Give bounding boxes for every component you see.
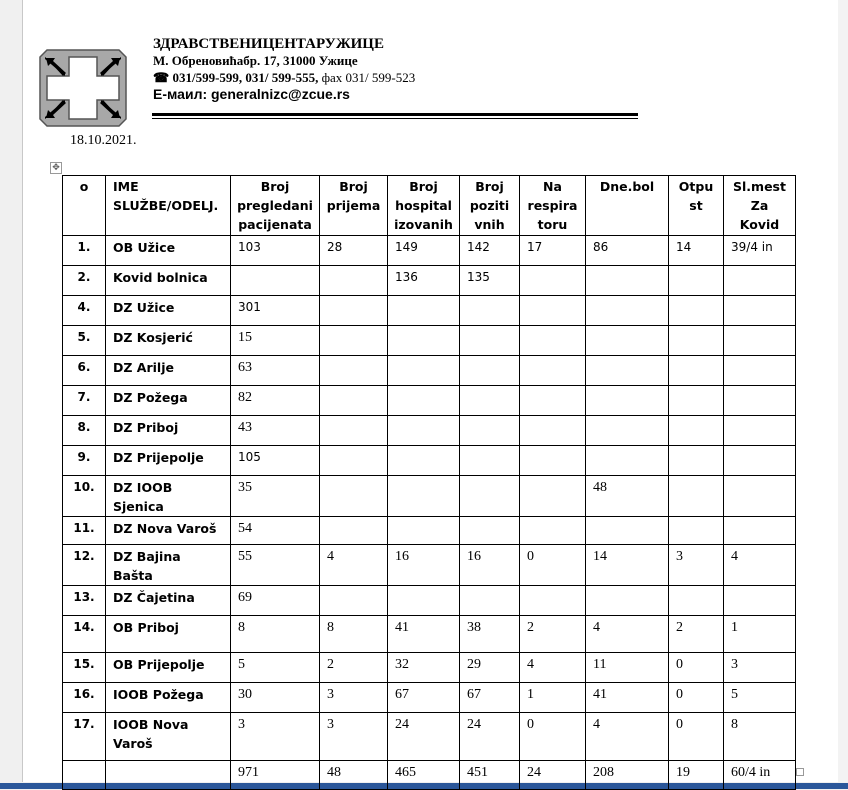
cell-respirator[interactable] — [520, 416, 586, 446]
cell-otpust[interactable]: 0 — [669, 653, 724, 683]
cell-respirator[interactable] — [520, 266, 586, 296]
cell-prijema[interactable]: 8 — [320, 616, 388, 653]
cell-otpust[interactable] — [669, 356, 724, 386]
col-header-prijema: Broj prijema — [320, 176, 388, 236]
cell-otpust[interactable]: 14 — [669, 236, 724, 266]
cell-respirator[interactable]: 17 — [520, 236, 586, 266]
row-number: 1. — [63, 236, 106, 266]
cell-hospitalizovanih[interactable] — [388, 476, 460, 517]
total-slmest[interactable]: 60/4 in — [724, 761, 796, 790]
col-header-name: IME SLUŽBE/ODELJ. — [106, 176, 231, 236]
row-number: 11. — [63, 517, 106, 545]
cell-prijema[interactable] — [320, 356, 388, 386]
cell-pozitivnih[interactable]: 24 — [460, 713, 520, 761]
cell-pozitivnih[interactable]: 142 — [460, 236, 520, 266]
header-divider-thick — [152, 113, 638, 116]
cell-hospitalizovanih[interactable]: 149 — [388, 236, 460, 266]
report-date: 18.10.2021. — [70, 133, 137, 148]
col-header-dnebol: Dne.bol — [586, 176, 669, 236]
total-dnebol[interactable]: 208 — [586, 761, 669, 790]
cell-pozitivnih[interactable] — [460, 517, 520, 545]
cell-dnebol[interactable]: 41 — [586, 683, 669, 713]
row-name: IOOB Požega — [106, 683, 231, 713]
row-number: 10. — [63, 476, 106, 517]
cell-otpust[interactable]: 3 — [669, 545, 724, 586]
row-name: DZ Priboj — [106, 416, 231, 446]
cell-pregledani[interactable]: 5 — [231, 653, 320, 683]
cell-slmest[interactable] — [724, 266, 796, 296]
total-pregledani[interactable]: 971 — [231, 761, 320, 790]
row-number: 17. — [63, 713, 106, 761]
row-name: OB Priboj — [106, 616, 231, 653]
row-name: OB Užice — [106, 236, 231, 266]
cell-dnebol[interactable]: 4 — [586, 616, 669, 653]
col-header-otpust: Otpu st — [669, 176, 724, 236]
totals-name — [106, 761, 231, 790]
cell-pozitivnih[interactable] — [460, 446, 520, 476]
cell-dnebol[interactable] — [586, 356, 669, 386]
table-header-row — [63, 176, 796, 236]
cell-pregledani[interactable]: 54 — [231, 517, 320, 545]
org-fax: фах 031/ 599-523 — [321, 70, 416, 85]
row-name: DZ Prijepolje — [106, 446, 231, 476]
cell-otpust[interactable]: 0 — [669, 713, 724, 761]
cell-pregledani[interactable]: 15 — [231, 326, 320, 356]
cell-slmest[interactable] — [724, 586, 796, 616]
cell-prijema[interactable] — [320, 326, 388, 356]
cell-slmest[interactable] — [724, 386, 796, 416]
cell-dnebol[interactable] — [586, 296, 669, 326]
cell-respirator[interactable] — [520, 296, 586, 326]
org-address: М. Обреновићабр. 17, 31000 Ужице — [153, 53, 358, 68]
row-number: 4. — [63, 296, 106, 326]
total-pozitivnih[interactable]: 451 — [460, 761, 520, 790]
cell-prijema[interactable]: 3 — [320, 683, 388, 713]
cell-otpust[interactable] — [669, 416, 724, 446]
row-number: 13. — [63, 586, 106, 616]
total-otpust[interactable]: 19 — [669, 761, 724, 790]
cell-prijema[interactable]: 2 — [320, 653, 388, 683]
cell-respirator[interactable] — [520, 446, 586, 476]
cell-dnebol[interactable]: 4 — [586, 713, 669, 761]
vertical-scrollbar[interactable] — [838, 0, 848, 782]
row-number: 8. — [63, 416, 106, 446]
cell-prijema[interactable] — [320, 386, 388, 416]
cell-pozitivnih[interactable] — [460, 356, 520, 386]
cell-prijema[interactable] — [320, 446, 388, 476]
cell-pozitivnih[interactable] — [460, 416, 520, 446]
row-name: DZ Požega — [106, 386, 231, 416]
cell-slmest[interactable] — [724, 416, 796, 446]
table-row — [63, 517, 796, 545]
cell-respirator[interactable] — [520, 517, 586, 545]
cell-pozitivnih[interactable]: 16 — [460, 545, 520, 586]
cell-respirator[interactable]: 0 — [520, 713, 586, 761]
cell-pregledani[interactable]: 105 — [231, 446, 320, 476]
cell-hospitalizovanih[interactable] — [388, 586, 460, 616]
totals-row — [63, 761, 796, 790]
cell-otpust[interactable] — [669, 326, 724, 356]
cell-otpust[interactable] — [669, 296, 724, 326]
cell-slmest[interactable]: 4 — [724, 545, 796, 586]
cell-otpust[interactable] — [669, 386, 724, 416]
cell-dnebol[interactable] — [586, 386, 669, 416]
cell-prijema[interactable] — [320, 296, 388, 326]
cell-hospitalizovanih[interactable]: 24 — [388, 713, 460, 761]
cell-pozitivnih[interactable] — [460, 326, 520, 356]
cell-otpust[interactable] — [669, 517, 724, 545]
cell-dnebol[interactable]: 11 — [586, 653, 669, 683]
table-row — [63, 296, 796, 326]
cell-slmest[interactable] — [724, 446, 796, 476]
hospital-report-table — [62, 175, 796, 790]
row-name: DZ IOOB Sjenica — [106, 476, 231, 517]
table-move-handle-icon[interactable]: ✥ — [50, 162, 62, 174]
totals-number — [63, 761, 106, 790]
cell-pregledani[interactable]: 43 — [231, 416, 320, 446]
telephone-icon: ☎ — [153, 70, 170, 85]
cell-pozitivnih[interactable]: 29 — [460, 653, 520, 683]
cell-prijema[interactable] — [320, 416, 388, 446]
cell-dnebol[interactable] — [586, 326, 669, 356]
row-name: DZ Nova Varoš — [106, 517, 231, 545]
row-number: 2. — [63, 266, 106, 296]
cell-slmest[interactable]: 39/4 in — [724, 236, 796, 266]
cell-dnebol[interactable]: 86 — [586, 236, 669, 266]
cell-prijema[interactable]: 4 — [320, 545, 388, 586]
col-header-hospitalizovanih: Broj hospital izovanih — [388, 176, 460, 236]
row-number: 5. — [63, 326, 106, 356]
table-row — [63, 545, 796, 586]
col-header-no: o — [63, 176, 106, 236]
cell-pregledani[interactable]: 35 — [231, 476, 320, 517]
cell-pregledani[interactable] — [231, 266, 320, 296]
cell-respirator[interactable]: 2 — [520, 616, 586, 653]
cell-dnebol[interactable]: 48 — [586, 476, 669, 517]
table-row — [63, 326, 796, 356]
cell-prijema[interactable]: 28 — [320, 236, 388, 266]
cell-pregledani[interactable]: 3 — [231, 713, 320, 761]
cell-pozitivnih[interactable]: 67 — [460, 683, 520, 713]
cell-pozitivnih[interactable]: 135 — [460, 266, 520, 296]
cell-otpust[interactable] — [669, 266, 724, 296]
cell-slmest[interactable] — [724, 296, 796, 326]
cell-slmest[interactable] — [724, 476, 796, 517]
letterhead — [153, 36, 415, 103]
table-row — [63, 713, 796, 761]
cell-pregledani[interactable]: 82 — [231, 386, 320, 416]
cell-otpust[interactable]: 2 — [669, 616, 724, 653]
cell-pregledani[interactable]: 301 — [231, 296, 320, 326]
cell-prijema[interactable]: 3 — [320, 713, 388, 761]
org-name: ЗДРАВСТВЕНИЦЕНТАРУЖИЦЕ — [153, 36, 384, 52]
cell-dnebol[interactable] — [586, 416, 669, 446]
table-row — [63, 386, 796, 416]
row-number: 16. — [63, 683, 106, 713]
cell-otpust[interactable] — [669, 586, 724, 616]
row-name: Kovid bolnica — [106, 266, 231, 296]
cell-slmest[interactable] — [724, 326, 796, 356]
cell-pozitivnih[interactable] — [460, 296, 520, 326]
col-header-pregledani: Broj pregledani pacijenata — [231, 176, 320, 236]
col-header-pozitivnih: Broj poziti vnih — [460, 176, 520, 236]
cell-respirator[interactable] — [520, 386, 586, 416]
cell-pozitivnih[interactable] — [460, 476, 520, 517]
total-respirator[interactable]: 24 — [520, 761, 586, 790]
cell-respirator[interactable] — [520, 586, 586, 616]
cell-dnebol[interactable] — [586, 517, 669, 545]
row-number: 12. — [63, 545, 106, 586]
cell-prijema[interactable] — [320, 586, 388, 616]
table-row — [63, 446, 796, 476]
table-row — [63, 416, 796, 446]
table-row — [63, 476, 796, 517]
col-header-slmest: Sl.mest Za Kovid — [724, 176, 796, 236]
cell-pregledani[interactable]: 55 — [231, 545, 320, 586]
row-name: IOOB Nova Varoš — [106, 713, 231, 761]
cell-prijema[interactable] — [320, 517, 388, 545]
col-header-respirator: Na respira toru — [520, 176, 586, 236]
cell-otpust[interactable] — [669, 446, 724, 476]
cell-hospitalizovanih[interactable] — [388, 296, 460, 326]
cell-slmest[interactable]: 5 — [724, 683, 796, 713]
table-row — [63, 586, 796, 616]
cell-hospitalizovanih[interactable]: 136 — [388, 266, 460, 296]
table-resize-handle[interactable] — [796, 768, 804, 776]
cell-pozitivnih[interactable]: 38 — [460, 616, 520, 653]
cell-respirator[interactable]: 0 — [520, 545, 586, 586]
cell-dnebol[interactable] — [586, 586, 669, 616]
cell-hospitalizovanih[interactable]: 41 — [388, 616, 460, 653]
row-name: DZ Arilje — [106, 356, 231, 386]
cell-otpust[interactable] — [669, 476, 724, 517]
cell-respirator[interactable] — [520, 356, 586, 386]
total-hospitalizovanih[interactable]: 465 — [388, 761, 460, 790]
cell-hospitalizovanih[interactable] — [388, 356, 460, 386]
cell-dnebol[interactable] — [586, 266, 669, 296]
cell-hospitalizovanih[interactable] — [388, 326, 460, 356]
cell-pregledani[interactable]: 63 — [231, 356, 320, 386]
cell-respirator[interactable]: 4 — [520, 653, 586, 683]
row-number: 9. — [63, 446, 106, 476]
row-name: DZ Užice — [106, 296, 231, 326]
cell-hospitalizovanih[interactable] — [388, 386, 460, 416]
cell-dnebol[interactable] — [586, 446, 669, 476]
table-row — [63, 653, 796, 683]
cell-pozitivnih[interactable] — [460, 586, 520, 616]
row-name: DZ Čajetina — [106, 586, 231, 616]
cell-hospitalizovanih[interactable]: 16 — [388, 545, 460, 586]
table-row — [63, 683, 796, 713]
cell-slmest[interactable]: 8 — [724, 713, 796, 761]
header-divider-thin — [152, 118, 638, 119]
cell-respirator[interactable] — [520, 476, 586, 517]
cell-pregledani[interactable]: 103 — [231, 236, 320, 266]
table-row — [63, 616, 796, 653]
health-center-logo-icon — [39, 49, 127, 127]
cell-hospitalizovanih[interactable] — [388, 416, 460, 446]
cell-slmest[interactable] — [724, 517, 796, 545]
cell-prijema[interactable] — [320, 266, 388, 296]
row-number: 7. — [63, 386, 106, 416]
cell-slmest[interactable] — [724, 356, 796, 386]
row-number: 6. — [63, 356, 106, 386]
org-email: Е-маил: generalnizc@zcue.rs — [153, 86, 350, 102]
cell-hospitalizovanih[interactable] — [388, 517, 460, 545]
cell-prijema[interactable] — [320, 476, 388, 517]
cell-hospitalizovanih[interactable]: 32 — [388, 653, 460, 683]
table-row — [63, 236, 796, 266]
table-row — [63, 266, 796, 296]
cell-pregledani[interactable]: 8 — [231, 616, 320, 653]
cell-slmest[interactable]: 3 — [724, 653, 796, 683]
row-name: DZ Bajina Bašta — [106, 545, 231, 586]
cell-pozitivnih[interactable] — [460, 386, 520, 416]
table-row — [63, 356, 796, 386]
row-number: 15. — [63, 653, 106, 683]
cell-dnebol[interactable]: 14 — [586, 545, 669, 586]
org-phones: ☎ 031/599-599, 031/ 599-555, фах 031/ 599-523 — [153, 70, 416, 85]
row-name: DZ Kosjerić — [106, 326, 231, 356]
cell-respirator[interactable] — [520, 326, 586, 356]
cell-hospitalizovanih[interactable]: 67 — [388, 683, 460, 713]
cell-otpust[interactable]: 0 — [669, 683, 724, 713]
total-prijema[interactable]: 48 — [320, 761, 388, 790]
cell-pregledani[interactable]: 69 — [231, 586, 320, 616]
row-number: 14. — [63, 616, 106, 653]
row-name: OB Prijepolje — [106, 653, 231, 683]
cell-pregledani[interactable]: 30 — [231, 683, 320, 713]
cell-hospitalizovanih[interactable] — [388, 446, 460, 476]
cell-slmest[interactable]: 1 — [724, 616, 796, 653]
cell-respirator[interactable]: 1 — [520, 683, 586, 713]
